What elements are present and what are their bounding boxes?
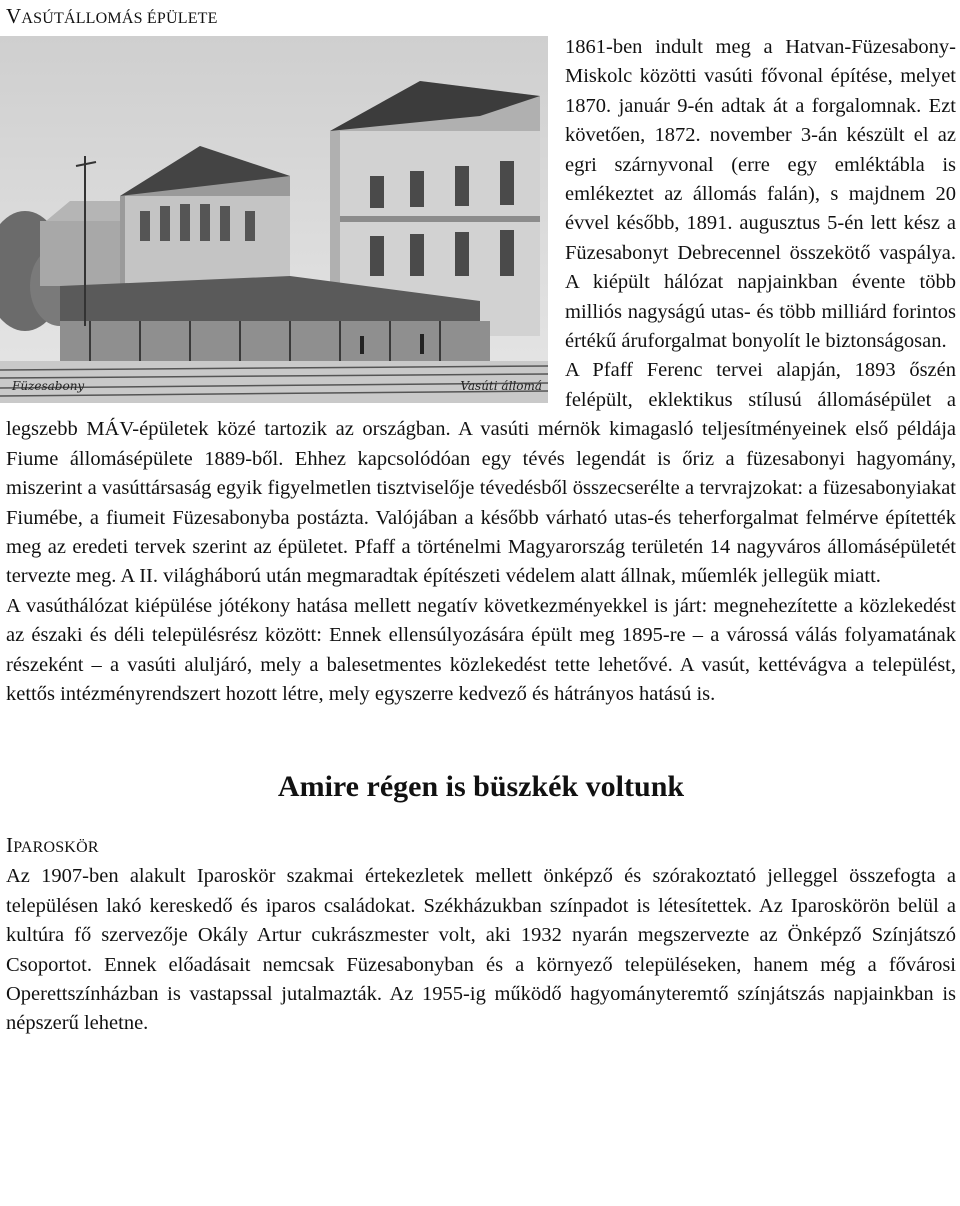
railway-paragraph-2: A Pfaff Ferenc tervei alapján, 1893 őszén felépült, eklektikus stílusú állomásépület a legszebb MÁV-épületek közé tartozik az országban. A vasúti mérnök kimagasló teljesítményeinek első példája Fiume állomásépülete 1889-ből. Ehhez kapcsolódóan egy tévés legendát is őriz a füzesabonyi hagyomány, miszerint a vasúttársaság egyik figyelmetlen tisztviselője tévedésből összecserélte a tervrajzokat: a füzesabonyiakat Fiumébe, a fiumeit Füzesabonyba postázta. Valójában a később várható utas-és teherforgalmat felmérve építették meg az eredeti tervek szerint az épületet. Pfaff a történelmi Magyarország területén 14 nagyváros állomásépületét tervezte meg. A II. világháború után megmaradtak építészeti védelem alatt állnak, műemlék jellegük miatt. [6, 359, 956, 588]
railway-paragraph-3: A vasúthálózat kiépülése jótékony hatása mellett negatív következményekkel is járt: megnehezítette a közlekedést az északi és déli településrész között: Ennek ellensúlyozására épült meg 1895-re – a várossá válás folyamatának részeként – a vasúti aluljáró, mely a balesetmentes közlekedést tette lehetővé. A vasút, kettévágva a települést, kettős intézményrendszert hozott létre, mely egyszerre kedvező és hátrányos hatású is. [6, 594, 956, 705]
heading-initial: I [6, 833, 14, 858]
railway-paragraph-1: 1861-ben indult meg a Hatvan-Füzesabony-Miskolc közötti vasúti fővonal építése, melyet 1870. január 9-én adtak át a forgalomnak. Ezt követően, 1872. november 3-án készült el az egri szárnyvonal (erre egy emléktábla is emlékeztet az állomás falán), s majdnem 20 évvel később, 1891. augusztus 5-én lett kész a Füzesabonyt Debrecennel összekötő vaspálya. A kiépült hálózat napjainkban évente több milliós nagyságú utas- és több milliárd forintos értékű áruforgalmat bonyolít le biztonságosan. [565, 36, 956, 353]
photo-caption-left: Füzesabony [12, 379, 85, 393]
photo-caption-right: Vasúti állomá [460, 379, 542, 393]
iparoskor-paragraph: Az 1907-ben alakult Iparoskör szakmai értekezletek mellett önképző és szórakoztató jelleggel összefogta a településen lakó kereskedő és iparos családokat. Székházukban színpadot is létesítettek. Az Iparoskörön belül a kultúra fő szervezője Okály Artur cukrászmester volt, aki 1932 nyarán megszervezte az Önképző Színjátszó Csoportot. Ennek előadásait nemcsak Füzesabonyban és a környező településeken, hanem még a fővárosi Operettszínházban is vastapssal jutalmazták. Az 1955-ig működő hagyományteremtő színjátszás napjainkban is népszerű lehetne. [6, 865, 956, 1035]
railway-station-heading [6, 0, 956, 33]
heading-rest: PAROSKÖR [13, 839, 99, 857]
heading-initial: V [6, 4, 22, 28]
document-page [6, 0, 956, 1039]
iparoskor-heading [6, 829, 956, 862]
station-photo [0, 36, 548, 403]
heading-rest: ASÚTÁLLOMÁS ÉPÜLETE [21, 10, 218, 27]
section-title: Amire régen is büszkék voltunk [277, 770, 685, 804]
